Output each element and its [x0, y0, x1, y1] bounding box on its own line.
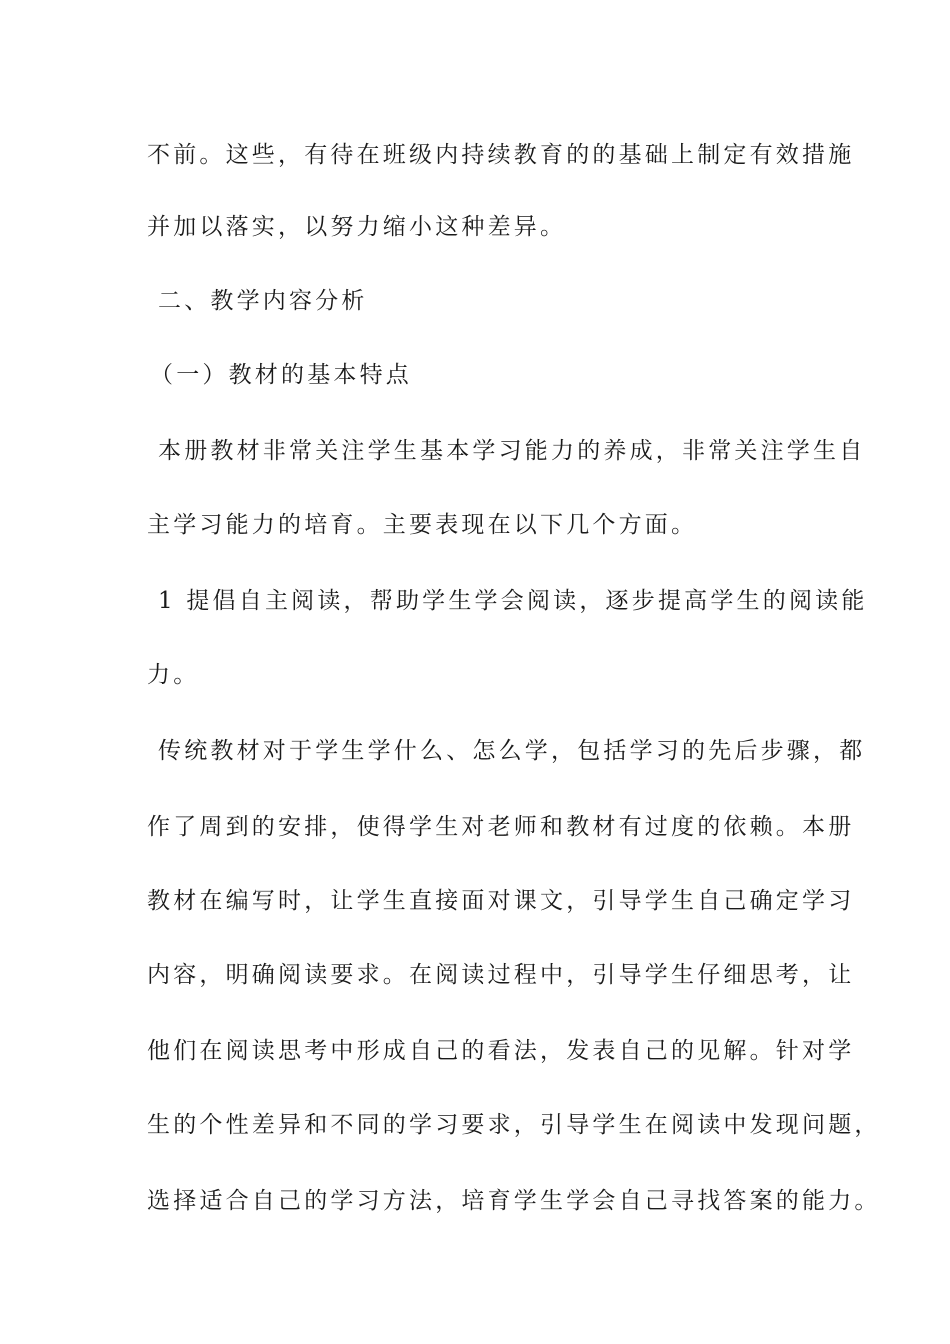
- list-item-heading: 1 提倡自主阅读，帮助学生学会阅读，逐步提高学生的阅读能: [158, 588, 868, 614]
- paragraph-line-12: 选择适合自己的学习方法，培育学生学会自己寻找答案的能力。: [147, 1188, 881, 1214]
- subsection-heading: （一）教材的基本特点: [150, 362, 412, 388]
- paragraph-line-1: 不前。这些，有待在班级内持续教育的的基础上制定有效措施: [147, 142, 855, 168]
- paragraph-line-8: 教材在编写时，让学生直接面对课文，引导学生自己确定学习: [147, 888, 855, 914]
- paragraph-line-10: 他们在阅读思考中形成自己的看法，发表自己的见解。针对学: [147, 1038, 855, 1064]
- paragraph-line-6: 传统教材对于学生学什么、怎么学，包括学习的先后步骤，都: [158, 738, 866, 764]
- section-heading: 二、教学内容分析: [158, 288, 368, 314]
- paragraph-line-2: 并加以落实，以努力缩小这种差异。: [147, 214, 567, 240]
- paragraph-line-11: 生的个性差异和不同的学习要求，引导学生在阅读中发现问题，: [147, 1112, 881, 1138]
- paragraph-line-9: 内容，明确阅读要求。在阅读过程中，引导学生仔细思考，让: [147, 962, 855, 988]
- paragraph-line-7: 作了周到的安排，使得学生对老师和教材有过度的依赖。本册: [147, 814, 855, 840]
- paragraph-line-3: 本册教材非常关注学生基本学习能力的养成，非常关注学生自: [158, 438, 866, 464]
- paragraph-line-5: 力。: [147, 662, 200, 688]
- paragraph-line-4: 主学习能力的培育。主要表现在以下几个方面。: [147, 512, 698, 538]
